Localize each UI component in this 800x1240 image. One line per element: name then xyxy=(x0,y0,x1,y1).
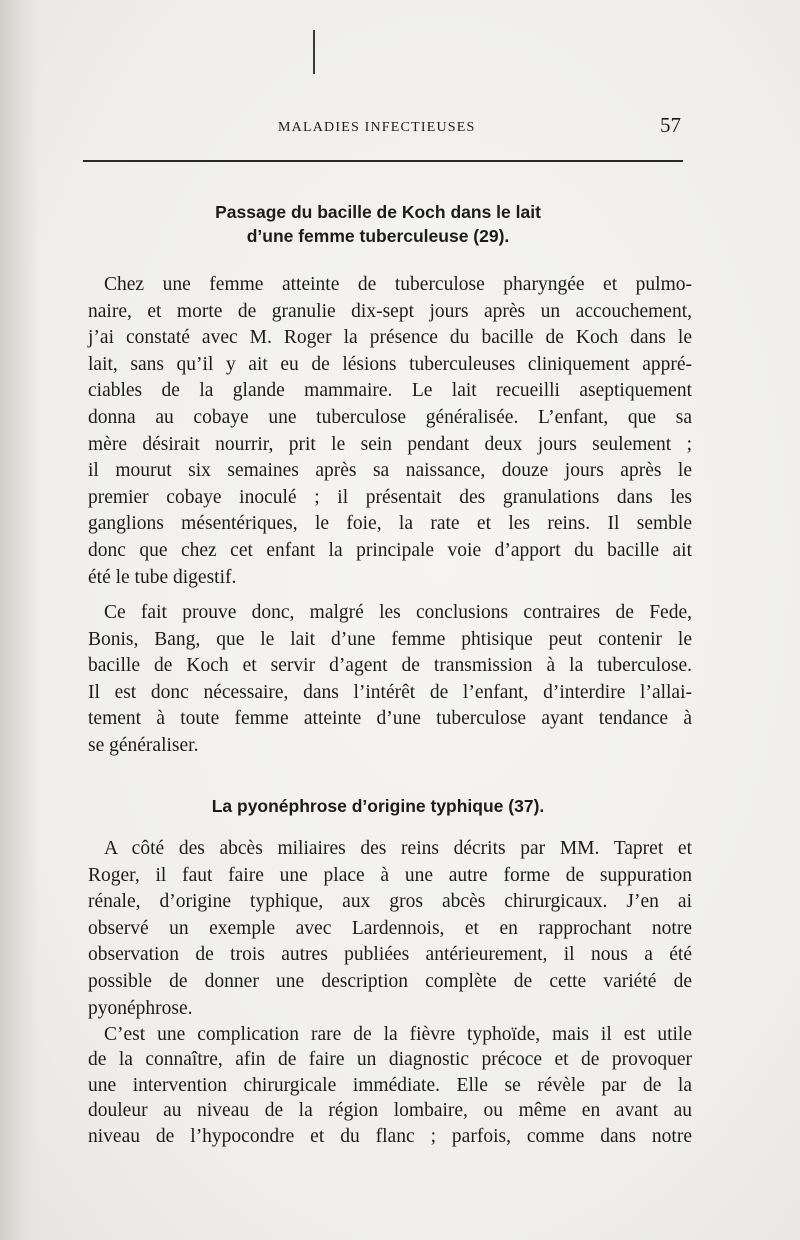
crop-mark xyxy=(313,30,315,74)
section-title-line: Passage du bacille de Koch dans le lait xyxy=(215,202,541,222)
paragraph xyxy=(88,836,692,1022)
text-line: de la connaître, afin de faire un diagnostic précoce et de provoquer xyxy=(88,1049,692,1071)
text-line: possible de donner une description complète de cette variété de xyxy=(88,970,692,992)
section-title-line: d’une femme tuberculeuse (29). xyxy=(246,226,510,246)
section-title-pyonephrose: La pyonéphrose d’origine typhique (37). xyxy=(211,796,545,816)
text-line: niveau de l’hypocondre et du flanc ; parfois, comme dans notre xyxy=(88,1125,692,1147)
text-line: ciables de la glande mammaire. Le lait recueilli aseptiquement xyxy=(88,380,692,402)
text-line: pyonéphrose. xyxy=(88,997,193,1019)
text-line: observé un exemple avec Lardennois, et en rapprochant notre xyxy=(88,917,692,939)
running-title: MALADIES INFECTIEUSES xyxy=(278,120,476,135)
text-line: naire, et morte de granulie dix-sept jours après un accouchement, xyxy=(88,300,692,322)
paragraph xyxy=(88,272,692,591)
text-line: donna au cobaye une tuberculose généralisée. L’enfant, que sa xyxy=(88,406,692,428)
text-line: lait, sans qu’il y ait eu de lésions tuberculeuses cliniquement appré- xyxy=(88,353,692,375)
text-line: douleur au niveau de la région lombaire, ou même en avant au xyxy=(88,1100,692,1122)
text-line: une intervention chirurgicale immédiate. Elle se révèle par de la xyxy=(88,1074,692,1096)
text-line: Bonis, Bang, que le lait d’une femme phtisique peut contenir le xyxy=(88,628,692,650)
text-line: se généraliser. xyxy=(88,734,199,756)
header-rule xyxy=(83,160,683,162)
text-line: Ce fait prouve donc, malgré les conclusions contraires de Fede, xyxy=(104,602,692,623)
text-line: j’ai constaté avec M. Roger la présence du bacille de Koch dans le xyxy=(88,327,692,349)
text-line: premier cobaye inoculé ; il présentait des granulations dans les xyxy=(88,486,692,508)
text-line: ganglions mésentériques, le foie, la rate et les reins. Il semble xyxy=(88,513,692,535)
text-line: donc que chez cet enfant la principale voie d’apport du bacille ait xyxy=(88,539,692,561)
text-line: Roger, il faut faire une place à une autre forme de suppuration xyxy=(88,864,692,886)
text-line: Chez une femme atteinte de tuberculose pharyngée et pulmo- xyxy=(104,274,692,295)
section-title-koch xyxy=(88,200,668,248)
page-gutter-shadow xyxy=(0,0,40,1240)
text-line: observation de trois autres publiées antérieurement, il nous a été xyxy=(88,944,692,966)
text-line: il mourut six semaines après sa naissance, douze jours après le xyxy=(88,460,692,482)
paragraph xyxy=(88,1022,692,1149)
text-line: mère désirait nourrir, prit le sein pendant deux jours seulement ; xyxy=(88,433,692,455)
text-line: été le tube digestif. xyxy=(88,566,237,588)
text-line: C’est une complication rare de la fièvre typhoïde, mais il est utile xyxy=(104,1024,692,1045)
text-line: A côté des abcès miliaires des reins décrits par MM. Tapret et xyxy=(104,838,692,859)
text-line: tement à toute femme atteinte d’une tuberculose ayant tendance à xyxy=(88,708,692,730)
paragraph xyxy=(88,600,692,760)
text-line: rénale, d’origine typhique, aux gros abcès chirurgicaux. J’en ai xyxy=(88,891,692,913)
page-number: 57 xyxy=(660,113,681,137)
text-line: Il est donc nécessaire, dans l’intérêt de l’enfant, d’interdire l’allai- xyxy=(88,681,692,703)
text-line: bacille de Koch et servir d’agent de transmission à la tuberculose. xyxy=(88,655,692,677)
